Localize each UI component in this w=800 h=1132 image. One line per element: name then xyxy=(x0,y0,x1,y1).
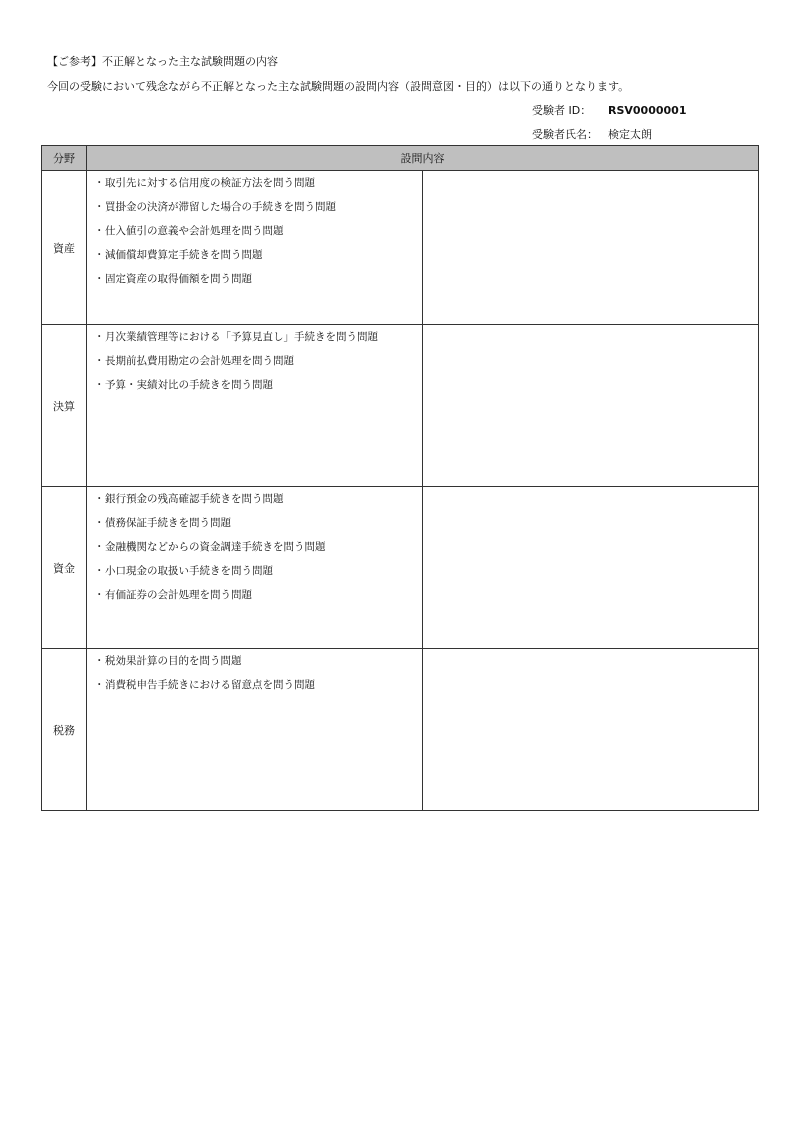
question-text: 有価証券の会計処理を問う問題 xyxy=(105,589,252,601)
question-text: 小口現金の取扱い手続きを問う問題 xyxy=(105,565,273,577)
bullet-icon: ・ xyxy=(94,565,105,577)
field-cell: 資金 xyxy=(42,487,87,649)
list-item xyxy=(94,491,422,507)
candidate-name-label: 受験者氏名： xyxy=(532,128,598,141)
table-row xyxy=(42,487,759,649)
list-item xyxy=(94,175,422,191)
question-text: 減価償却費算定手続きを問う問題 xyxy=(105,249,263,261)
question-text: 取引先に対する信用度の検証方法を問う問題 xyxy=(105,177,315,189)
list-item xyxy=(94,377,422,393)
questions-cell xyxy=(87,649,423,811)
question-text: 仕入値引の意義や会計処理を問う問題 xyxy=(105,225,284,237)
candidate-id-value: RSV0000001 xyxy=(608,104,687,117)
field-cell: 決算 xyxy=(42,325,87,487)
question-text: 買掛金の決済が滞留した場合の手続きを問う問題 xyxy=(105,201,336,213)
bullet-icon: ・ xyxy=(94,177,105,189)
bullet-icon: ・ xyxy=(94,379,105,391)
question-text: 金融機関などからの資金調達手続きを問う問題 xyxy=(105,541,326,553)
bullet-icon: ・ xyxy=(94,493,105,505)
list-item xyxy=(94,271,422,287)
list-item xyxy=(94,329,422,345)
table-row xyxy=(42,649,759,811)
list-item xyxy=(94,353,422,369)
bullet-icon: ・ xyxy=(94,331,105,343)
list-item xyxy=(94,677,422,693)
question-list xyxy=(87,171,422,287)
bullet-icon: ・ xyxy=(94,249,105,261)
document-heading: 【ご参考】不正解となった主な試験問題の内容 xyxy=(47,55,278,68)
bullet-icon: ・ xyxy=(94,355,105,367)
question-list xyxy=(87,325,422,393)
list-item xyxy=(94,653,422,669)
bullet-icon: ・ xyxy=(94,679,105,691)
bullet-icon: ・ xyxy=(94,541,105,553)
table-header-row xyxy=(42,146,759,171)
bullet-icon: ・ xyxy=(94,655,105,667)
bullet-icon: ・ xyxy=(94,201,105,213)
questions-cell xyxy=(87,325,423,487)
table-row xyxy=(42,171,759,325)
list-item xyxy=(94,199,422,215)
candidate-name xyxy=(532,126,652,142)
question-text: 債務保証手続きを問う問題 xyxy=(105,517,231,529)
bullet-icon: ・ xyxy=(94,225,105,237)
question-text: 長期前払費用勘定の会計処理を問う問題 xyxy=(105,355,294,367)
question-text: 銀行預金の残高確認手続きを問う問題 xyxy=(105,493,284,505)
header-field: 分野 xyxy=(42,146,87,171)
notes-cell xyxy=(423,325,759,487)
bullet-icon: ・ xyxy=(94,517,105,529)
question-table xyxy=(41,145,759,811)
intro-text: 今回の受験において残念ながら不正解となった主な試験問題の設問内容（設問意図・目的）は以下の通りとなります。 xyxy=(47,80,630,93)
question-text: 固定資産の取得価額を問う問題 xyxy=(105,273,252,285)
table-row xyxy=(42,325,759,487)
bullet-icon: ・ xyxy=(94,589,105,601)
notes-cell xyxy=(423,171,759,325)
question-text: 予算・実績対比の手続きを問う問題 xyxy=(105,379,273,391)
notes-cell xyxy=(423,649,759,811)
notes-cell xyxy=(423,487,759,649)
field-cell: 資産 xyxy=(42,171,87,325)
question-text: 月次業績管理等における「予算見直し」手続きを問う問題 xyxy=(105,331,378,343)
bullet-icon: ・ xyxy=(94,273,105,285)
header-content: 設問内容 xyxy=(87,146,759,171)
question-text: 消費税申告手続きにおける留意点を問う問題 xyxy=(105,679,315,691)
candidate-name-value: 検定太朗 xyxy=(608,128,652,141)
question-list xyxy=(87,487,422,603)
list-item xyxy=(94,587,422,603)
list-item xyxy=(94,515,422,531)
candidate-id xyxy=(532,102,686,118)
questions-cell xyxy=(87,171,423,325)
candidate-id-label: 受験者 ID： xyxy=(532,104,592,117)
question-list xyxy=(87,649,422,693)
list-item xyxy=(94,563,422,579)
list-item xyxy=(94,247,422,263)
field-cell: 税務 xyxy=(42,649,87,811)
questions-cell xyxy=(87,487,423,649)
question-text: 税効果計算の目的を問う問題 xyxy=(105,655,242,667)
list-item xyxy=(94,223,422,239)
list-item xyxy=(94,539,422,555)
